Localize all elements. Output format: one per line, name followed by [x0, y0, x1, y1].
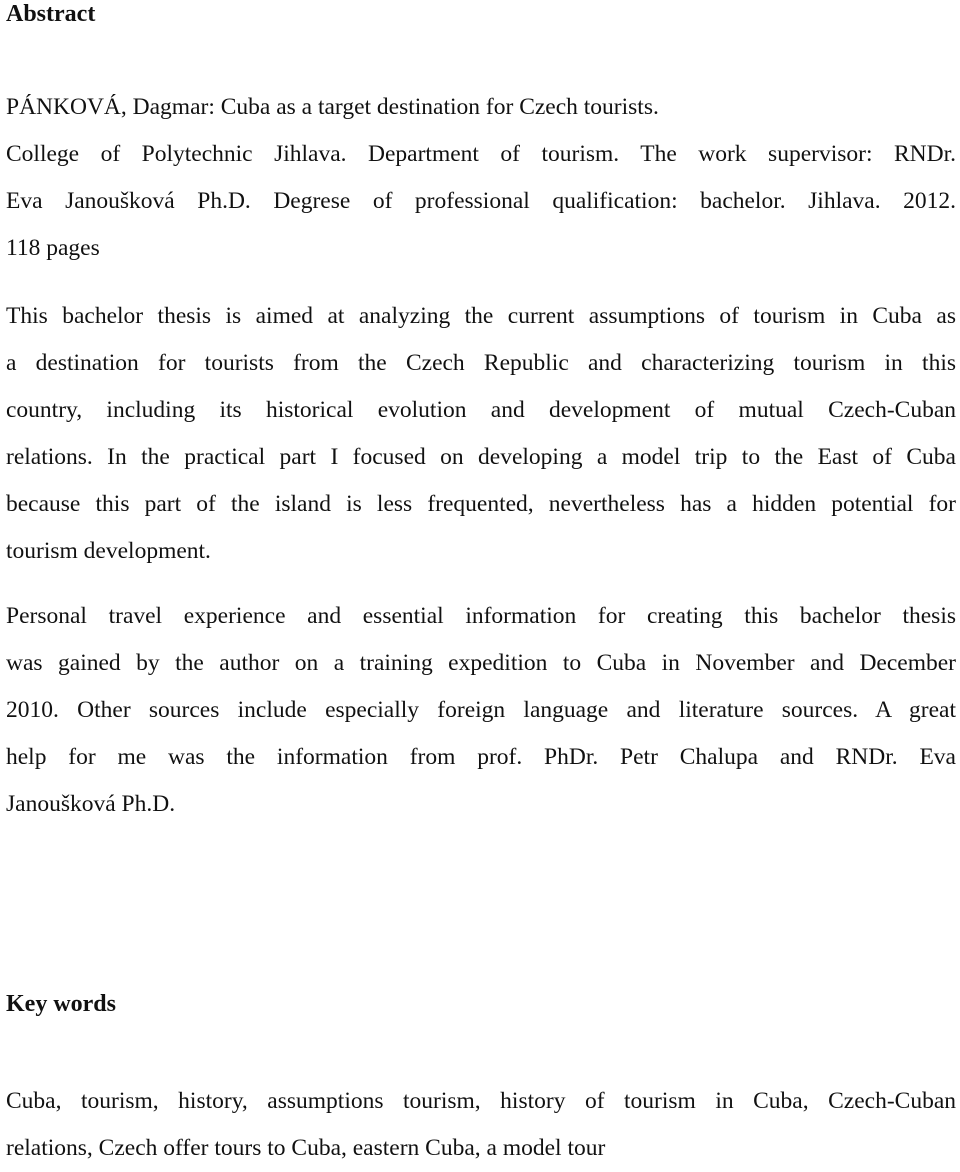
summary-line: because this part of the island is less frequented, nevertheless has a hidden potential for — [6, 491, 956, 517]
keywords-line: relations, Czech offer tours to Cuba, eastern Cuba, a model tour — [6, 1135, 606, 1161]
summary-line: tourism development. — [6, 538, 211, 564]
summary-line: This bachelor thesis is aimed at analyzing the current assumptions of tourism in Cuba as — [6, 303, 956, 329]
keywords-heading: Key words — [6, 991, 116, 1017]
summary-line: a destination for tourists from the Czech Republic and characterizing tourism in this — [6, 350, 956, 376]
keywords-paragraph — [6, 1078, 956, 1172]
citation-line: PÁNKOVÁ, Dagmar: Cuba as a target destination for Czech tourists. — [6, 94, 659, 120]
sources-line: Personal travel experience and essential information for creating this bachelor thesis — [6, 603, 956, 629]
sources-line: help for me was the information from prof. PhDr. Petr Chalupa and RNDr. Eva — [6, 744, 956, 770]
summary-line: relations. In the practical part I focused on developing a model trip to the East of Cuba — [6, 444, 956, 470]
sources-line: was gained by the author on a training expedition to Cuba in November and December — [6, 650, 956, 676]
citation-paragraph — [6, 84, 956, 272]
citation-line: College of Polytechnic Jihlava. Department of tourism. The work supervisor: RNDr. — [6, 141, 956, 167]
abstract-heading: Abstract — [6, 1, 96, 27]
sources-line: Janoušková Ph.D. — [6, 791, 176, 817]
citation-line: 118 pages — [6, 235, 100, 261]
summary-line: country, including its historical evolution and development of mutual Czech-Cuban — [6, 397, 956, 423]
keywords-line: Cuba, tourism, history, assumptions tourism, history of tourism in Cuba, Czech-Cuban — [6, 1088, 956, 1114]
summary-paragraph — [6, 293, 956, 575]
sources-paragraph — [6, 593, 956, 828]
citation-line: Eva Janoušková Ph.D. Degrese of professional qualification: bachelor. Jihlava. 2012. — [6, 188, 956, 214]
sources-line: 2010. Other sources include especially foreign language and literature sources. A great — [6, 697, 956, 723]
